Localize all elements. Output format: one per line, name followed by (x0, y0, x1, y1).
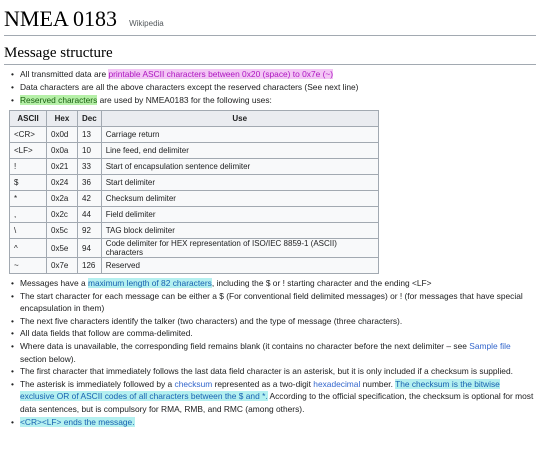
list-item (20, 378, 536, 416)
table-cell: 13 (78, 127, 102, 143)
text: All data fields that follow are comma-delimited. (20, 328, 193, 339)
list-item (20, 94, 536, 107)
sample-file-link[interactable]: Sample file (469, 340, 511, 351)
list-item (20, 416, 536, 429)
intro-list (4, 68, 536, 107)
highlighted-text: printable ASCII characters between 0x20 (space) to 0x7e (~) (108, 69, 334, 79)
table-row (10, 258, 379, 274)
list-item (20, 68, 536, 81)
text: represented as a two-digit (212, 378, 314, 389)
list-item (20, 327, 536, 340)
highlighted-text: Reserved characters (20, 95, 98, 105)
table-cell: 0x2a (47, 191, 78, 207)
table-cell: * (10, 191, 47, 207)
list-item (20, 277, 536, 290)
table-cell: Start delimiter (101, 175, 378, 191)
table-cell: TAG block delimiter (101, 223, 378, 239)
table-row (10, 191, 379, 207)
page-title: NMEA 0183 (4, 6, 118, 31)
table-cell: 94 (78, 239, 102, 258)
table-cell: Reserved (101, 258, 378, 274)
text: All transmitted data are (20, 69, 109, 79)
table-cell: 0x2c (47, 207, 78, 223)
list-item (20, 290, 536, 315)
table-cell: 0x5e (47, 239, 78, 258)
table-cell: ^ (10, 239, 47, 258)
table-cell: Checksum delimiter (101, 191, 378, 207)
table-cell: 0x21 (47, 159, 78, 175)
table-cell: Carriage return (101, 127, 378, 143)
table-cell: 44 (78, 207, 102, 223)
table-cell: Field delimiter (101, 207, 378, 223)
table-cell: 92 (78, 223, 102, 239)
text: number. (360, 378, 396, 389)
text: , including the $ or ! starting character and the ending <LF> (211, 278, 432, 288)
table-cell: 36 (78, 175, 102, 191)
hexadecimal-link[interactable]: hexadecimal (313, 378, 361, 389)
column-header: ASCII (10, 111, 47, 127)
table-cell: 10 (78, 143, 102, 159)
table-row (10, 159, 379, 175)
text: The asterisk is immediately followed by a (20, 378, 175, 389)
table-cell: Start of encapsulation sentence delimiter (101, 159, 378, 175)
text: Data characters are all the above characters except the reserved characters (See next line) (20, 82, 359, 92)
highlighted-text: maximum length of 82 characters (87, 278, 212, 288)
column-header: Dec (78, 111, 102, 127)
list-item (20, 81, 536, 94)
table-row (10, 143, 379, 159)
table-cell: <LF> (10, 143, 47, 159)
column-header: Use (101, 111, 378, 127)
table-cell: Code delimiter for HEX representation of ISO/IEC 8859-1 (ASCII) characters (101, 239, 378, 258)
table-cell: 0x5c (47, 223, 78, 239)
table-cell: ~ (10, 258, 47, 274)
text: The first character that immediately follows the last data field character is an asterisk, but it is only included if a checksum is supplied. (20, 366, 513, 377)
list-item (20, 315, 536, 328)
table-row (10, 175, 379, 191)
table-cell: 0x7e (47, 258, 78, 274)
text: section below). (20, 353, 76, 364)
table-cell: , (10, 207, 47, 223)
text: Where data is unavailable, the corresponding field remains blank (it contains no character before the next delimiter – see (20, 340, 470, 351)
table-cell: Line feed, end delimiter (101, 143, 378, 159)
text: The start character for each message can be either a $ (For conventional field delimited messages) or ! (for messages that have special encapsulation in them) (20, 290, 523, 314)
text: According to the official specification, the checksum is optional for most data sentences, but is compulsory for RMA, RMB, and RMC (among others). (20, 391, 534, 414)
section-heading: Message structure (4, 45, 536, 65)
checksum-link[interactable]: checksum (174, 378, 213, 389)
list-item (20, 365, 536, 378)
table-row (10, 239, 379, 258)
highlighted-text: <CR><LF> ends the message. (20, 416, 135, 427)
text: Messages have a (20, 278, 88, 288)
reserved-characters-table (9, 110, 379, 274)
list-item (20, 340, 536, 365)
table-cell: $ (10, 175, 47, 191)
table-row (10, 207, 379, 223)
table-cell: 33 (78, 159, 102, 175)
structure-list (4, 277, 536, 428)
table-cell: \ (10, 223, 47, 239)
table-cell: 0x0d (47, 127, 78, 143)
column-header: Hex (47, 111, 78, 127)
table-cell: 0x0a (47, 143, 78, 159)
table-cell: <CR> (10, 127, 47, 143)
table-row (10, 223, 379, 239)
table-cell: 126 (78, 258, 102, 274)
text: are used by NMEA0183 for the following uses: (97, 95, 272, 105)
table-cell: 0x24 (47, 175, 78, 191)
text: The next five characters identify the talker (two characters) and the type of message (three characters). (20, 315, 403, 326)
source-label: Wikipedia (129, 19, 164, 28)
table-header-row (10, 111, 379, 127)
table-cell: 42 (78, 191, 102, 207)
table-cell: ! (10, 159, 47, 175)
title-divider (4, 35, 536, 36)
title-bar (4, 0, 536, 32)
highlighted-text: The checksum is the bitwise exclusive OR of ASCII codes of all characters between the $ and *. (20, 378, 500, 402)
table-row (10, 127, 379, 143)
